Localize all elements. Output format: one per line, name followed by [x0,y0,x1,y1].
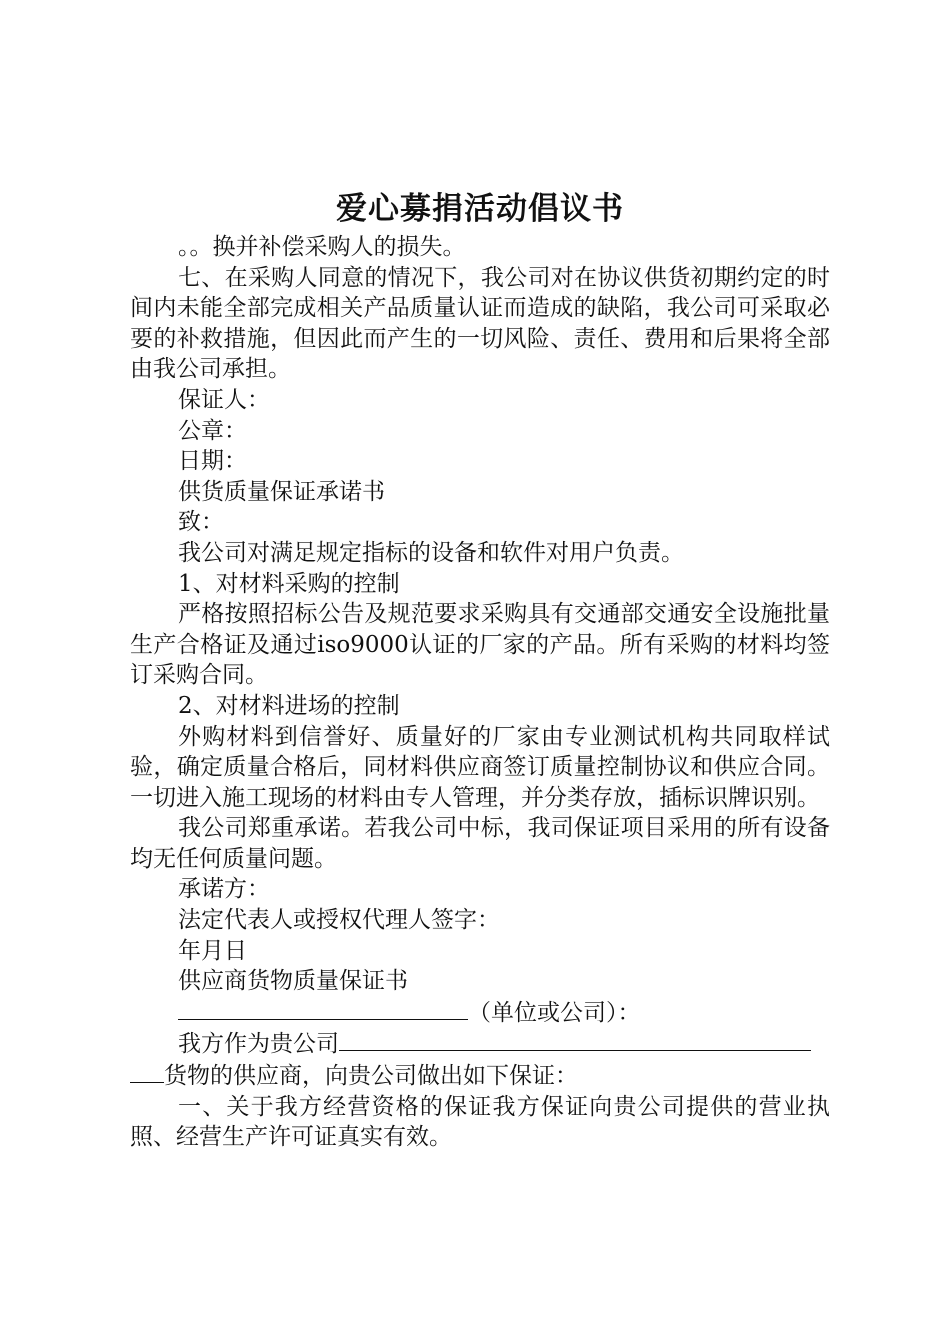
addressee-line [130,997,830,1029]
paragraph: 供货质量保证承诺书 [178,478,385,505]
supplier-suffix: 货物的供应商，向贵公司做出如下保证： [164,1063,578,1090]
paragraph: 2、对材料进场的控制 [178,692,400,719]
supplier-prefix: 我方作为贵公司 [178,1031,339,1058]
paragraph: 法定代表人或授权代理人签字： [178,907,500,934]
paragraph: 。。换并补偿采购人的损失。 [178,234,466,260]
paragraph: 我公司对满足规定指标的设备和软件对用户负责。 [178,539,684,566]
document-title: 爱心募捐活动倡议书 [336,191,624,227]
paragraph: 七、在采购人同意的情况下，我公司对在协议供货初期约定的时间内未能全部完成相关产品质量认证而造成的缺陷，我公司可采取必要的补救措施，但因此而产生的一切风险、责任、费用和后果将全部由我公司承担。 [130,264,830,383]
paragraph: 供应商货物质量保证书 [178,968,408,995]
paragraph: 年月日 [178,937,247,964]
addressee-suffix: （单位或公司）： [468,999,641,1026]
paragraph: 严格按照招标公告及规范要求采购具有交通部交通安全设施批量生产合格证及通过iso9000认证的厂家的产品。所有采购的材料均签订采购合同。 [130,601,830,689]
goods-blank [339,1028,811,1051]
paragraph: 承诺方： [178,876,270,903]
paragraph: 公章： [178,417,247,444]
paragraph: 保证人： [178,386,270,413]
paragraph: 一、关于我方经营资格的保证我方保证向贵公司提供的营业执照、经营生产许可证真实有效。 [130,1093,830,1151]
paragraph: 我公司郑重承诺。若我公司中标，我司保证项目采用的所有设备均无任何质量问题。 [130,815,830,872]
paragraph: 外购材料到信誉好、质量好的厂家由专业测试机构共同取样试验，确定质量合格后，同材料供应商签订质量控制协议和供应合同。一切进入施工现场的材料由专人管理，并分类存放，插标识牌识别。 [130,723,830,811]
paragraph: 1、对材料采购的控制 [178,570,400,597]
supplier-line [130,1028,830,1091]
paragraph: 日期： [178,448,247,475]
goods-blank-continued [130,1060,164,1083]
paragraph: 致： [178,509,224,536]
addressee-blank [178,997,468,1020]
document-page [130,186,830,1153]
